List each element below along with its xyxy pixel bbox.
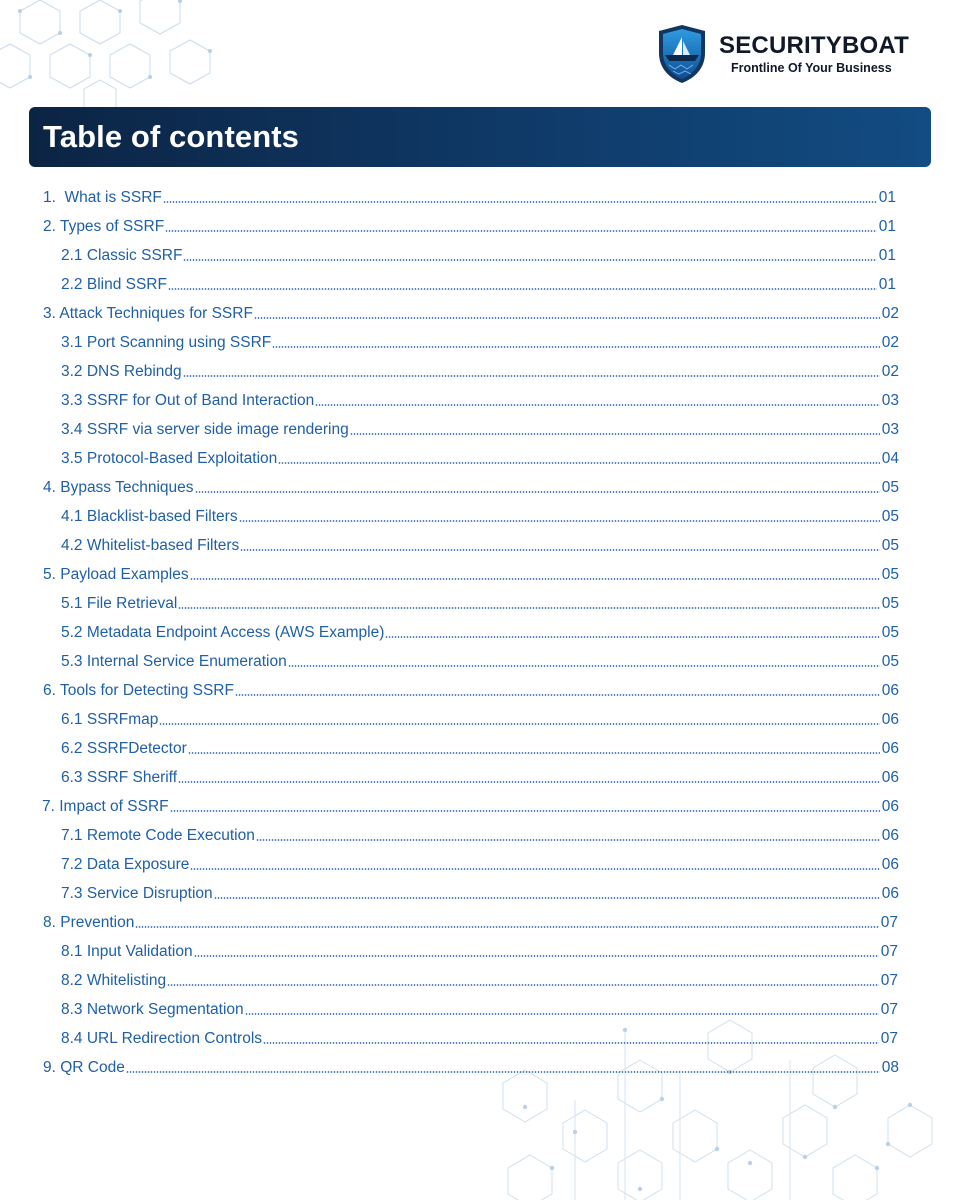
toc-entry-label: 4.1 Blacklist-based Filters (61, 508, 238, 525)
toc-page-number: 01 (878, 218, 896, 235)
toc-entry-label: 1. What is SSRF (43, 189, 162, 206)
toc-entry-label: 5.2 Metadata Endpoint Access (AWS Example) (61, 624, 385, 641)
toc-entry[interactable] (42, 793, 899, 817)
toc-entry[interactable] (61, 880, 899, 904)
toc-entry-label: 8.3 Network Segmentation (61, 1001, 244, 1018)
toc-entry-label: 6.1 SSRFmap (61, 711, 159, 728)
dot-leader (163, 201, 877, 203)
toc-page-number: 02 (881, 334, 899, 351)
toc-entry[interactable] (61, 503, 899, 527)
title-banner (29, 107, 931, 167)
toc-entry[interactable] (61, 619, 899, 643)
toc-entry[interactable] (61, 445, 899, 469)
toc-entry[interactable] (61, 735, 899, 759)
dot-leader (167, 984, 879, 986)
dot-leader (240, 549, 879, 551)
dot-leader (183, 259, 876, 261)
dot-leader (385, 636, 879, 638)
toc-page-number: 04 (881, 450, 899, 467)
toc-page-number: 03 (881, 421, 899, 438)
toc-page-number: 07 (880, 972, 898, 989)
toc-entry-label: 8.4 URL Redirection Controls (61, 1030, 263, 1047)
dot-leader (288, 665, 880, 667)
toc-entry-label: 5.3 Internal Service Enumeration (61, 653, 287, 670)
toc-page-number: 06 (881, 682, 899, 699)
toc-entry-label: 7.3 Service Disruption (61, 885, 213, 902)
dot-leader (254, 317, 880, 319)
toc-entry[interactable] (61, 416, 899, 440)
toc-entry[interactable] (61, 242, 896, 266)
brand-name: SECURITYBOAT (719, 32, 909, 59)
brand-tagline: Frontline Of Your Business (731, 61, 892, 75)
toc-page-number: 03 (881, 392, 899, 409)
toc-page-number: 06 (881, 885, 899, 902)
toc-entry-label: 3.5 Protocol-Based Exploitation (61, 450, 278, 467)
dot-leader (256, 839, 880, 841)
toc-entry-label: 9. QR Code (43, 1059, 125, 1076)
toc-entry-label: 5. Payload Examples (43, 566, 189, 583)
toc-page-number: 06 (881, 827, 899, 844)
toc-page-number: 06 (881, 711, 899, 728)
toc-page-number: 08 (881, 1059, 899, 1076)
toc-page-number: 07 (880, 943, 898, 960)
toc-entry-label: 7.2 Data Exposure (61, 856, 190, 873)
toc-entry[interactable] (43, 184, 896, 208)
toc-page-number: 07 (880, 1030, 898, 1047)
toc-entry[interactable] (61, 1025, 898, 1049)
toc-entry[interactable] (43, 909, 898, 933)
dot-leader (165, 230, 877, 232)
toc-entry-label: 8.1 Input Validation (61, 943, 193, 960)
toc-entry-label: 7.1 Remote Code Execution (61, 827, 255, 844)
securityboat-logo (655, 22, 925, 86)
toc-page-number: 05 (881, 653, 899, 670)
toc-page-number: 05 (881, 508, 899, 525)
dot-leader (278, 462, 879, 464)
hexagon-pattern-top-left (0, 0, 250, 110)
toc-entry[interactable] (61, 764, 899, 788)
toc-entry[interactable] (43, 300, 899, 324)
toc-entry-label: 5.1 File Retrieval (61, 595, 178, 612)
shield-boat-icon (655, 23, 709, 85)
toc-page-number: 06 (881, 798, 899, 815)
toc-entry-label: 6.3 SSRF Sheriff (61, 769, 178, 786)
toc-entry-label: 7. Impact of SSRF (42, 798, 169, 815)
toc-page-number: 06 (881, 856, 899, 873)
toc-entry[interactable] (43, 213, 896, 237)
toc-entry-label: 2. Types of SSRF (43, 218, 165, 235)
dot-leader (195, 491, 880, 493)
dot-leader (178, 607, 879, 609)
dot-leader (126, 1071, 880, 1073)
toc-entry[interactable] (61, 358, 899, 382)
dot-leader (263, 1042, 879, 1044)
toc-entry[interactable] (61, 938, 898, 962)
toc-page-number: 05 (881, 566, 899, 583)
dot-leader (272, 346, 880, 348)
toc-page-number: 05 (881, 537, 899, 554)
toc-entry-label: 2.1 Classic SSRF (61, 247, 183, 264)
toc-page-number: 05 (881, 595, 899, 612)
toc-entry-label: 3.1 Port Scanning using SSRF (61, 334, 272, 351)
toc-page-number: 01 (878, 247, 896, 264)
toc-entry-label: 4. Bypass Techniques (43, 479, 194, 496)
toc-page-number: 02 (881, 363, 899, 380)
toc-page-number: 07 (880, 1001, 898, 1018)
toc-page-number: 01 (878, 189, 896, 206)
toc-entry-label: 6.2 SSRFDetector (61, 740, 187, 757)
dot-leader (135, 926, 878, 928)
dot-leader (194, 955, 879, 957)
toc-entry-label: 6. Tools for Detecting SSRF (43, 682, 234, 699)
toc-entry[interactable] (61, 967, 898, 991)
dot-leader (190, 578, 880, 580)
dot-leader (315, 404, 879, 406)
toc-entry-label: 8. Prevention (43, 914, 135, 931)
toc-entry-label: 8.2 Whitelisting (61, 972, 167, 989)
toc-page-number: 06 (881, 769, 899, 786)
toc-entry[interactable] (61, 329, 899, 353)
toc-entry-label: 2.2 Blind SSRF (61, 276, 167, 293)
dot-leader (159, 723, 879, 725)
toc-entry[interactable] (61, 271, 896, 295)
dot-leader (214, 897, 880, 899)
toc-entry[interactable] (61, 851, 899, 875)
toc-entry-label: 3.4 SSRF via server side image rendering (61, 421, 349, 438)
toc-entry[interactable] (43, 677, 899, 701)
toc-entry[interactable] (43, 561, 899, 585)
dot-leader (239, 520, 880, 522)
toc-entry-label: 3.2 DNS Rebindg (61, 363, 182, 380)
toc-entry-label: 3. Attack Techniques for SSRF (43, 305, 253, 322)
toc-entry[interactable] (61, 648, 899, 672)
dot-leader (168, 288, 877, 290)
toc-entry[interactable] (43, 474, 899, 498)
dot-leader (170, 810, 880, 812)
toc-entry[interactable] (61, 996, 898, 1020)
toc-page-number: 06 (881, 740, 899, 757)
toc-entry[interactable] (61, 706, 899, 730)
toc-entry-label: 4.2 Whitelist-based Filters (61, 537, 240, 554)
toc-page-number: 05 (881, 479, 899, 496)
dot-leader (190, 868, 879, 870)
toc-page-number: 01 (878, 276, 896, 293)
dot-leader (188, 752, 880, 754)
page-title: Table of contents (43, 119, 300, 154)
dot-leader (350, 433, 880, 435)
dot-leader (235, 694, 880, 696)
toc-page-number: 02 (881, 305, 899, 322)
toc-entry[interactable] (61, 532, 899, 556)
toc-entry[interactable] (43, 1054, 899, 1078)
toc-entry-label: 3.3 SSRF for Out of Band Interaction (61, 392, 315, 409)
dot-leader (178, 781, 880, 783)
toc-page-number: 05 (881, 624, 899, 641)
dot-leader (245, 1013, 879, 1015)
dot-leader (183, 375, 880, 377)
toc-page-number: 07 (880, 914, 898, 931)
toc-entry[interactable] (61, 590, 899, 614)
toc-entry[interactable] (61, 387, 899, 411)
toc-entry[interactable] (61, 822, 899, 846)
